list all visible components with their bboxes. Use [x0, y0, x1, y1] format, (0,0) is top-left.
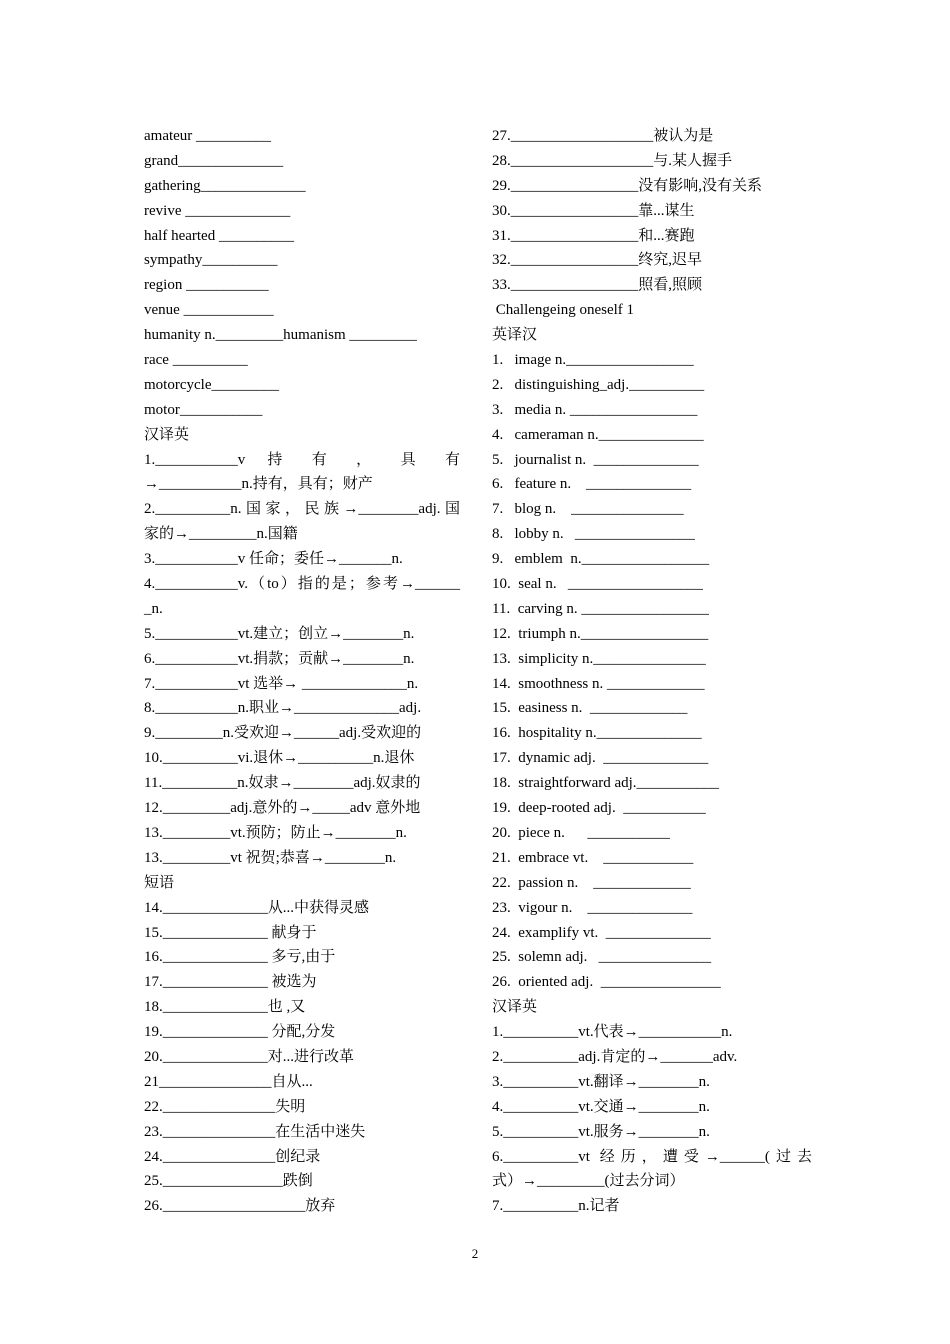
- phrase-line: 29._________________没有影响,没有关系: [492, 177, 763, 194]
- phrase-line: 16.______________ 多亏,由于: [144, 949, 336, 966]
- phrase-line: 33._________________照看,照顾: [492, 277, 703, 294]
- exercise-line: 11.__________n.奴隶→________adj.奴隶的: [144, 775, 421, 792]
- phrase-line: 19.______________ 分配,分发: [144, 1024, 336, 1041]
- vocab-line: 11. carving n. _________________: [492, 600, 709, 617]
- vocab-line: 15. easiness n. _____________: [492, 700, 688, 717]
- vocab-line: 3. media n. _________________: [492, 401, 698, 418]
- exercise-line: 7.__________n.记者: [492, 1198, 620, 1215]
- vocab-line: 6. feature n. ______________: [492, 476, 692, 493]
- exercise-line: 6.__________vt 经历，遭受→______(过去: [492, 1148, 812, 1165]
- vocab-line: region ___________: [144, 277, 269, 294]
- vocab-line: 8. lobby n. ________________: [492, 526, 695, 543]
- exercise-line: 5.___________vt.建立；创立→________n.: [144, 625, 415, 642]
- exercise-line: 1.__________vt.代表→___________n.: [492, 1024, 733, 1041]
- vocab-line: gathering______________: [144, 177, 306, 194]
- vocab-line: 16. hospitality n.______________: [492, 725, 702, 742]
- vocab-line: 18. straightforward adj.___________: [492, 775, 720, 792]
- vocab-line: 20. piece n. ___________: [492, 824, 670, 841]
- section-heading: Challengeing oneself 1: [492, 302, 635, 319]
- left-column: [144, 124, 460, 1219]
- phrase-line: 30._________________靠...谋生: [492, 202, 695, 219]
- phrase-line: 14.______________从...中获得灵感: [144, 899, 370, 916]
- exercise-line: 12._________adj.意外的→_____adv 意外地: [144, 800, 421, 817]
- vocab-line: venue ____________: [144, 302, 274, 319]
- section-heading: 汉译英: [492, 999, 538, 1016]
- vocab-line: 14. smoothness n. _____________: [492, 675, 705, 692]
- exercise-line: 10.__________vi.退休→__________n.退休: [144, 750, 415, 767]
- vocab-line: race __________: [144, 352, 248, 369]
- vocab-line: motor___________: [144, 401, 263, 418]
- phrase-line: 15.______________ 献身于: [144, 924, 317, 941]
- vocab-line: 19. deep-rooted adj. ___________: [492, 800, 706, 817]
- phrase-line: 23._______________在生活中迷失: [144, 1123, 366, 1140]
- vocab-line: 12. triumph n._________________: [492, 625, 709, 642]
- vocab-line: humanity n._________humanism _________: [144, 327, 417, 344]
- phrase-line: 24._______________创纪录: [144, 1148, 321, 1165]
- exercise-line: 7.___________vt 选举→ ______________n.: [144, 675, 419, 692]
- phrase-line: 32._________________终究,迟早: [492, 252, 703, 269]
- exercise-line: 4.___________v.（to）指的是；参考→______: [144, 576, 460, 593]
- exercise-line: 5.__________vt.服务→________n.: [492, 1123, 710, 1140]
- exercise-line: 3.__________vt.翻译→________n.: [492, 1073, 710, 1090]
- section-heading: 汉译英: [144, 426, 190, 443]
- vocab-line: amateur __________: [144, 128, 272, 144]
- exercise-line: 6.___________vt.捐款；贡献→________n.: [144, 650, 415, 667]
- vocab-line: 23. vigour n. ______________: [492, 899, 693, 916]
- vocab-line: 24. examplify vt. ______________: [492, 924, 711, 941]
- vocab-line: revive ______________: [144, 202, 291, 219]
- vocab-line: half hearted __________: [144, 227, 294, 244]
- vocab-line: grand______________: [144, 152, 284, 169]
- vocab-line: 13. simplicity n._______________: [492, 650, 706, 667]
- right-column: [492, 124, 812, 1219]
- exercise-line: 13._________vt.预防；防止→________n.: [144, 824, 407, 841]
- exercise-line: 2.__________n.国家，民族→________adj.国: [144, 501, 460, 518]
- exercise-line: 4.__________vt.交通→________n.: [492, 1098, 710, 1115]
- phrase-line: 17.______________ 被选为: [144, 974, 317, 991]
- vocab-line: 1. image n._________________: [492, 352, 694, 369]
- vocab-line: sympathy__________: [144, 252, 278, 269]
- vocab-line: 17. dynamic adj. ______________: [492, 750, 709, 767]
- vocab-line: 5. journalist n. ______________: [492, 451, 699, 468]
- phrase-line: 22._______________失明: [144, 1098, 306, 1115]
- section-heading: 英译汉: [492, 327, 538, 344]
- phrase-line: 25.________________跌倒: [144, 1173, 313, 1190]
- vocab-line: 26. oriented adj. ________________: [492, 974, 721, 991]
- phrase-line: 31._________________和...赛跑: [492, 227, 695, 244]
- vocab-line: 21. embrace vt. ____________: [492, 849, 694, 866]
- exercise-line: _n.: [144, 600, 163, 617]
- exercise-line: 9._________n.受欢迎→______adj.受欢迎的: [144, 725, 422, 742]
- phrase-line: 27.___________________被认为是: [492, 128, 714, 144]
- exercise-line: 2.__________adj.肯定的→_______adv.: [492, 1048, 738, 1065]
- exercise-line: 家的→_________n.国籍: [144, 526, 298, 543]
- phrase-line: 21_______________自从...: [144, 1073, 313, 1090]
- vocab-line: motorcycle_________: [144, 376, 279, 393]
- page-number: 2: [471, 1246, 479, 1261]
- phrase-line: 20.______________对...进行改革: [144, 1048, 355, 1065]
- vocab-line: 22. passion n. _____________: [492, 874, 691, 891]
- exercise-line: 式）→_________(过去分词）: [492, 1173, 685, 1190]
- phrase-line: 18.______________也 ,又: [144, 999, 306, 1016]
- vocab-line: 25. solemn adj. _______________: [492, 949, 712, 966]
- exercise-line: 3.___________v 任命；委任→_______n.: [144, 551, 403, 568]
- exercise-line: 13._________vt 祝贺;恭喜→________n.: [144, 849, 397, 866]
- vocab-line: 7. blog n. _______________: [492, 501, 684, 518]
- section-heading: 短语: [144, 874, 175, 891]
- exercise-line: 1.___________v 持 有 ， 具 有: [144, 451, 460, 468]
- vocab-line: 9. emblem n._________________: [492, 551, 710, 568]
- vocab-line: 4. cameraman n.______________: [492, 426, 704, 443]
- exercise-line: 8.___________n.职业→______________adj.: [144, 700, 422, 717]
- phrase-line: 26.___________________放弃: [144, 1198, 336, 1215]
- vocab-line: 2. distinguishing_adj.__________: [492, 376, 705, 393]
- phrase-line: 28.___________________与.某人握手: [492, 152, 733, 169]
- exercise-line: →___________n.持有，具有；财产: [144, 476, 373, 493]
- vocab-line: 10. seal n. __________________: [492, 576, 703, 593]
